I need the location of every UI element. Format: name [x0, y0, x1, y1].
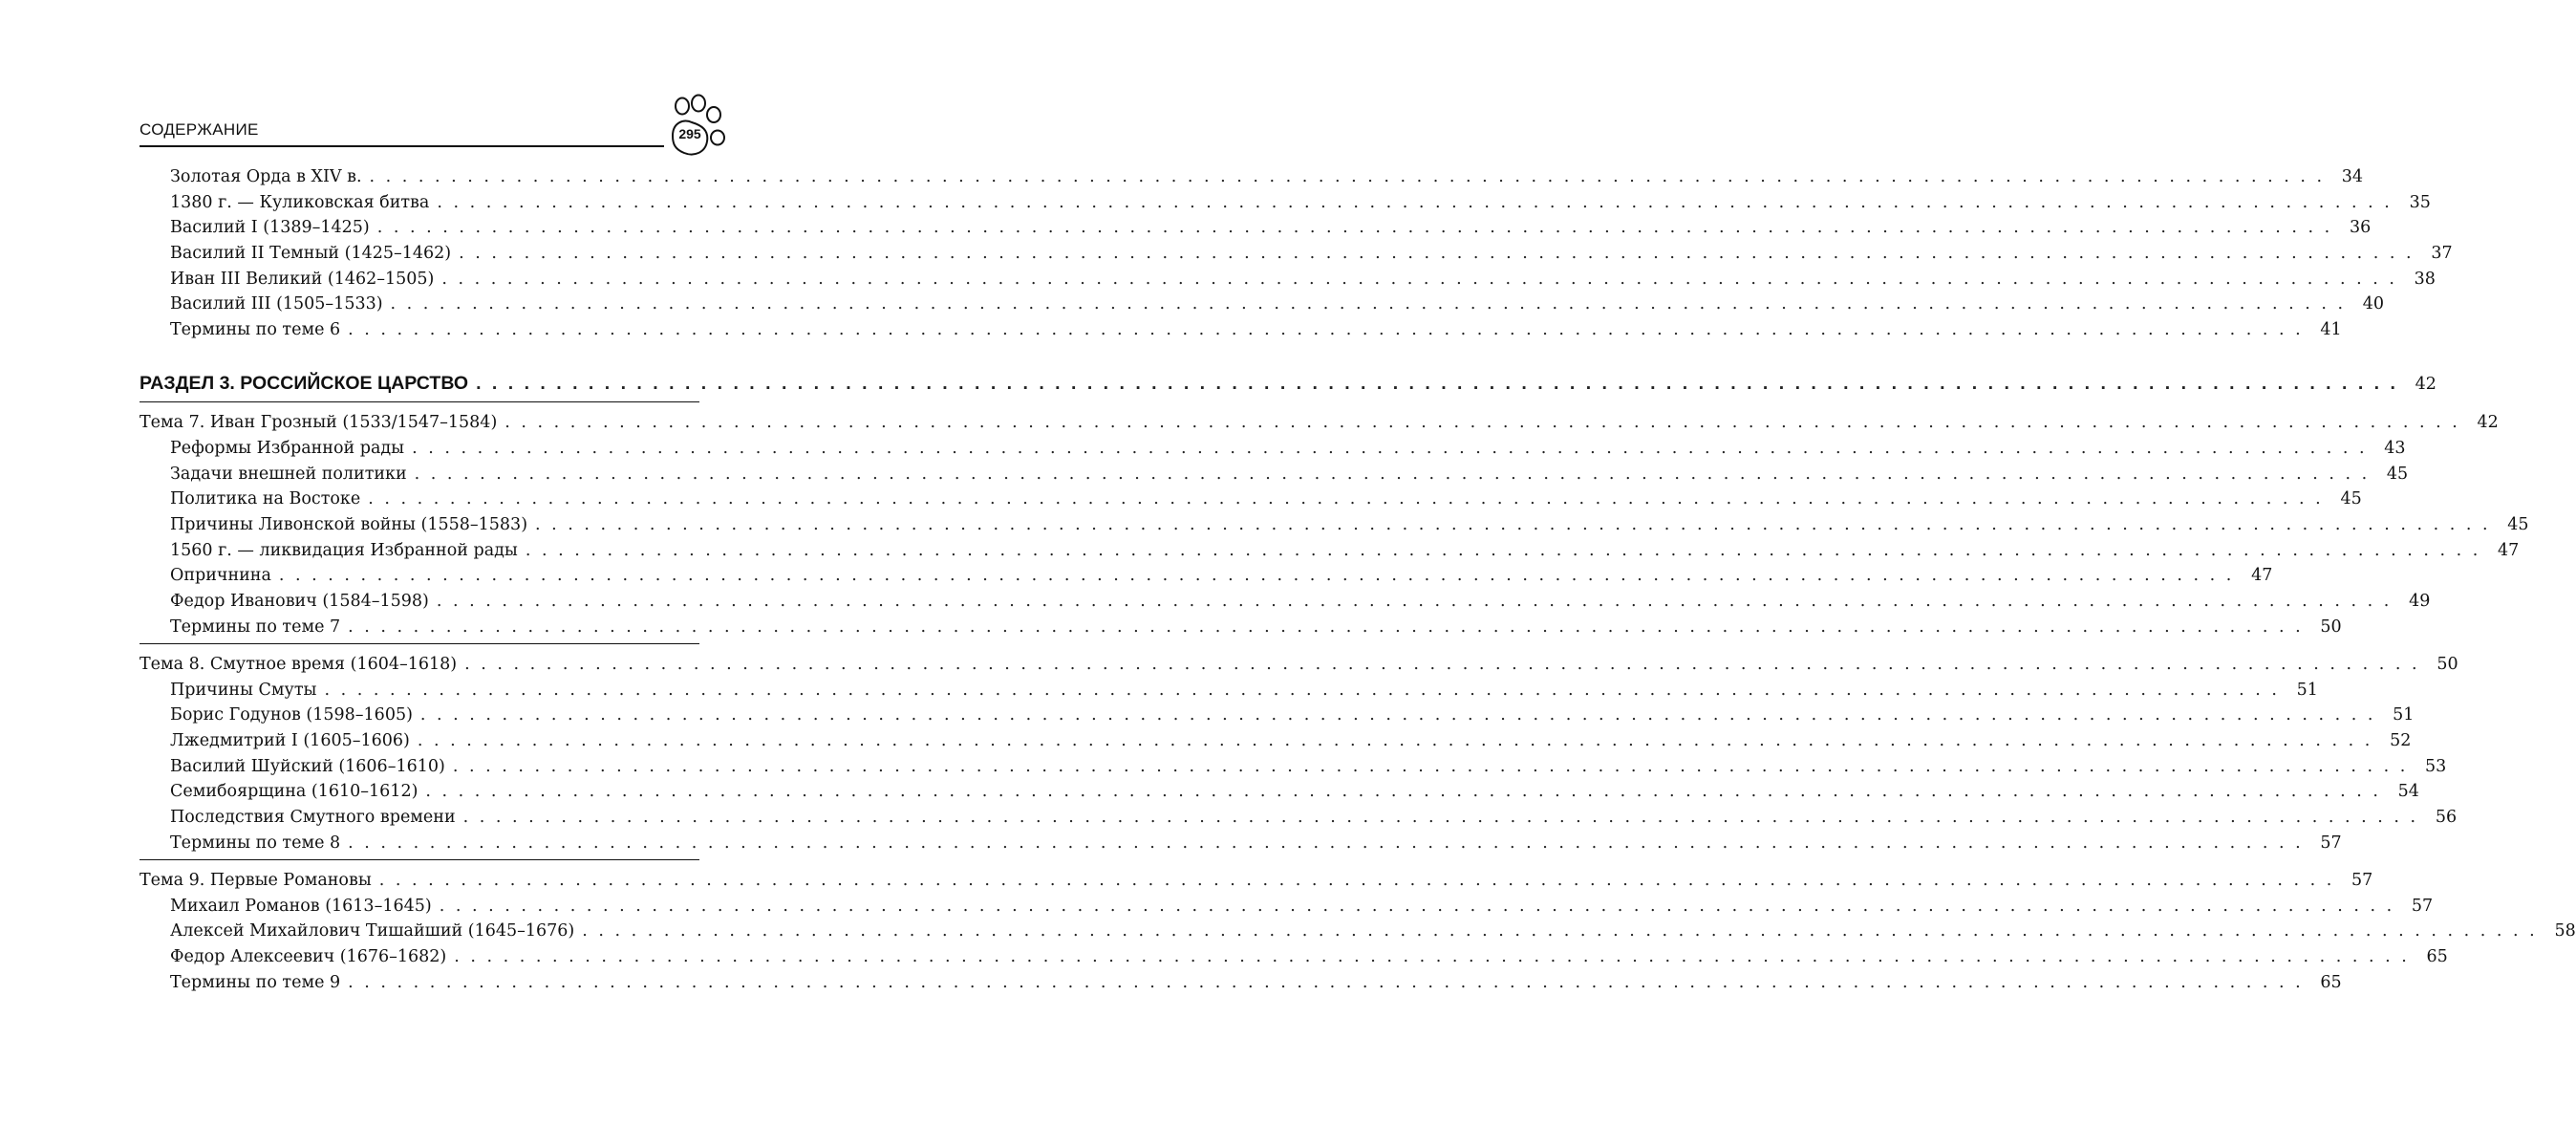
toc-entry[interactable] [140, 436, 2406, 462]
entry-title: Лжедмитрий I (1605–1606) [170, 731, 410, 751]
entry-page-number: 45 [2340, 489, 2362, 509]
toc-entry[interactable] [140, 190, 2431, 216]
dot-leader: . . . . . . . . . . . . . . . . . . . . . . . . . . . . . . . . . . . . . . . . . . . . . . . . . . . . . . . . . . . . . . . . . . . . . . . . . . . . . . . . . . . . . . . . . . . . . . . . . . . . . . . . . . . . . . . . . . . . . . . . [462, 808, 2419, 828]
entry-title: Тема 8. Смутное время (1604–1618) [140, 655, 458, 674]
dot-leader: . . . . . . . . . . . . . . . . . . . . . . . . . . . . . . . . . . . . . . . . . . . . . . . . . . . . . . . . . . . . . . . . . . . . . . . . . . . . . . . . . . . . . . . . . . . . . . . . . . . . . . . . . . . . . . . . . . . . . . . . [348, 972, 2304, 992]
topic-heading[interactable] [140, 652, 2458, 678]
entry-title: Василий Шуйский (1606–1610) [170, 756, 445, 776]
entry-page-number: 58 [2554, 921, 2576, 941]
toc-section [140, 368, 2436, 399]
entry-page-number: 34 [2341, 167, 2364, 186]
toc-entry[interactable] [140, 215, 2372, 241]
toc-entry[interactable] [140, 728, 2412, 754]
entry-page-number: 51 [2296, 680, 2318, 700]
topic-divider [140, 859, 699, 861]
entry-page-number: 38 [2414, 269, 2436, 289]
entry-title: Федор Алексеевич (1676–1682) [170, 947, 447, 967]
toc-topic [140, 868, 2576, 995]
toc-entry[interactable] [140, 512, 2529, 538]
toc-entry[interactable] [140, 487, 2362, 512]
toc-entry[interactable] [140, 754, 2447, 780]
entry-title: Алексей Михайлович Тишайший (1645–1676) [170, 921, 575, 941]
dot-leader: . . . . . . . . . . . . . . . . . . . . . . . . . . . . . . . . . . . . . . . . . . . . . . . . . . . . . . . . . . . . . . . . . . . . . . . . . . . . . . . . . . . . . . . . . . . . . . . . . . . . . . . . . . . . . . . . . . . . . . . . [368, 489, 2324, 509]
entry-title: Семибоярщина (1610–1612) [170, 782, 419, 802]
dot-leader: . . . . . . . . . . . . . . . . . . . . . . . . . . . . . . . . . . . . . . . . . . . . . . . . . . . . . . . . . . . . . . . . . . . . . . . . . . . . . . . . . . . . . . . . . . . . . . . . . . . . . . . . . . . . . . . . . . . . . . . . [278, 566, 2235, 586]
entry-page-number: 65 [2320, 972, 2342, 992]
dot-leader: . . . . . . . . . . . . . . . . . . . . . . . . . . . . . . . . . . . . . . . . . . . . . . . . . . . . . . . . . . . . . . . . . . . . . . . . . . . . . . . . . . . . . . . . . . . . . . . . . . . . . . . . . . . . . . . . . . . . . . . . [348, 833, 2304, 853]
entry-title: Василий I (1389–1425) [170, 218, 370, 238]
entry-page-number: 36 [2349, 218, 2372, 238]
entry-page-number: 45 [2386, 464, 2409, 484]
entry-title: Причины Смуты [170, 680, 317, 700]
entry-page-number: 42 [2477, 413, 2499, 433]
dot-leader: . . . . . . . . . . . . . . . . . . . . . . . . . . . . . . . . . . . . . . . . . . . . . . . . . . . . . . . . . . . . . . . . . . . . . . . . . . . . . . . . . . . . . . . . . . . . . . . . . . . . . . . . . . . . . . . . . . . . . . . . [464, 655, 2420, 674]
dot-leader: . . . . . . . . . . . . . . . . . . . . . . . . . . . . . . . . . . . . . . . . . . . . . . . . . . . . . . . . . . . . . . . . . . . . . . . . . . . . . . . . . . . . . . . . . . . . . . . . . . . . . . . . . . . . . . . . . . . . . . . . [476, 372, 2398, 394]
toc-group [140, 164, 2453, 343]
entry-page-number: 50 [2320, 617, 2342, 637]
entry-title: 1560 г. — ликвидация Избранной рады [170, 540, 518, 560]
page-header-title: СОДЕРЖАНИЕ [140, 120, 259, 139]
entry-title: РАЗДЕЛ 3. РОССИЙСКОЕ ЦАРСТВО [140, 372, 469, 394]
toc-entry[interactable] [140, 779, 2419, 805]
entry-title: Михаил Романов (1613–1645) [170, 896, 432, 916]
entry-page-number: 52 [2390, 731, 2412, 751]
entry-page-number: 40 [2362, 294, 2385, 314]
dot-leader: . . . . . . . . . . . . . . . . . . . . . . . . . . . . . . . . . . . . . . . . . . . . . . . . . . . . . . . . . . . . . . . . . . . . . . . . . . . . . . . . . . . . . . . . . . . . . . . . . . . . . . . . . . . . . . . . . . . . . . . . [376, 218, 2333, 238]
entry-page-number: 41 [2320, 320, 2342, 340]
entry-title: Последствия Смутного времени [170, 808, 456, 828]
toc-entry[interactable] [140, 678, 2318, 703]
section-divider [140, 401, 699, 403]
dot-leader: . . . . . . . . . . . . . . . . . . . . . . . . . . . . . . . . . . . . . . . . . . . . . . . . . . . . . . . . . . . . . . . . . . . . . . . . . . . . . . . . . . . . . . . . . . . . . . . . . . . . . . . . . . . . . . . . . . . . . . . . [452, 756, 2409, 776]
entry-page-number: 57 [2411, 896, 2434, 916]
entry-title: Политика на Востоке [170, 489, 361, 509]
dot-leader: . . . . . . . . . . . . . . . . . . . . . . . . . . . . . . . . . . . . . . . . . . . . . . . . . . . . . . . . . . . . . . . . . . . . . . . . . . . . . . . . . . . . . . . . . . . . . . . . . . . . . . . . . . . . . . . . . . . . . . . . [348, 617, 2304, 637]
dot-leader: . . . . . . . . . . . . . . . . . . . . . . . . . . . . . . . . . . . . . . . . . . . . . . . . . . . . . . . . . . . . . . . . . . . . . . . . . . . . . . . . . . . . . . . . . . . . . . . . . . . . . . . . . . . . . . . . . . . . . . . . [525, 540, 2481, 560]
toc-entry[interactable] [140, 831, 2342, 856]
entry-title: Термины по теме 6 [170, 320, 341, 340]
toc-entry[interactable] [140, 805, 2458, 831]
entry-page-number: 37 [2431, 244, 2453, 264]
dot-leader: . . . . . . . . . . . . . . . . . . . . . . . . . . . . . . . . . . . . . . . . . . . . . . . . . . . . . . . . . . . . . . . . . . . . . . . . . . . . . . . . . . . . . . . . . . . . . . . . . . . . . . . . . . . . . . . . . . . . . . . . [504, 413, 2460, 433]
dot-leader: . . . . . . . . . . . . . . . . . . . . . . . . . . . . . . . . . . . . . . . . . . . . . . . . . . . . . . . . . . . . . . . . . . . . . . . . . . . . . . . . . . . . . . . . . . . . . . . . . . . . . . . . . . . . . . . . . . . . . . . . [412, 439, 2368, 458]
topic-heading[interactable] [140, 868, 2373, 894]
toc-entry[interactable] [140, 538, 2520, 564]
dot-leader: . . . . . . . . . . . . . . . . . . . . . . . . . . . . . . . . . . . . . . . . . . . . . . . . . . . . . . . . . . . . . . . . . . . . . . . . . . . . . . . . . . . . . . . . . . . . . . . . . . . . . . . . . . . . . . . . . . . . . . . . [390, 294, 2347, 314]
toc-entry[interactable] [140, 292, 2385, 317]
entry-page-number: 35 [2409, 192, 2431, 212]
entry-page-number: 47 [2498, 540, 2520, 560]
entry-title: Федор Иванович (1584–1598) [170, 592, 429, 612]
entry-title: Термины по теме 8 [170, 833, 341, 853]
entry-title: Иван III Великий (1462–1505) [170, 269, 435, 289]
dot-leader: . . . . . . . . . . . . . . . . . . . . . . . . . . . . . . . . . . . . . . . . . . . . . . . . . . . . . . . . . . . . . . . . . . . . . . . . . . . . . . . . . . . . . . . . . . . . . . . . . . . . . . . . . . . . . . . . . . . . . . . . [535, 515, 2491, 535]
entry-title: Причины Ливонской войны (1558–1583) [170, 515, 528, 535]
header-rule [140, 145, 664, 147]
dot-leader: . . . . . . . . . . . . . . . . . . . . . . . . . . . . . . . . . . . . . . . . . . . . . . . . . . . . . . . . . . . . . . . . . . . . . . . . . . . . . . . . . . . . . . . . . . . . . . . . . . . . . . . . . . . . . . . . . . . . . . . . [419, 705, 2376, 725]
entry-title: Задачи внешней политики [170, 464, 407, 484]
toc-entry[interactable] [140, 919, 2576, 944]
entry-title: Термины по теме 7 [170, 617, 341, 637]
entry-title: Борис Годунов (1598–1605) [170, 705, 413, 725]
toc-entry[interactable] [140, 164, 2364, 190]
topic-heading[interactable] [140, 410, 2499, 436]
dot-leader: . . . . . . . . . . . . . . . . . . . . . . . . . . . . . . . . . . . . . . . . . . . . . . . . . . . . . . . . . . . . . . . . . . . . . . . . . . . . . . . . . . . . . . . . . . . . . . . . . . . . . . . . . . . . . . . . . . . . . . . . [582, 921, 2538, 941]
entry-page-number: 56 [2435, 808, 2458, 828]
entry-page-number: 57 [2320, 833, 2342, 853]
toc-entry[interactable] [140, 894, 2434, 920]
table-of-contents [140, 164, 2576, 995]
topic-divider [140, 643, 699, 645]
toc-entry[interactable] [140, 944, 2448, 970]
entry-title: Термины по теме 9 [170, 972, 341, 992]
entry-page-number: 54 [2397, 782, 2419, 802]
dot-leader: . . . . . . . . . . . . . . . . . . . . . . . . . . . . . . . . . . . . . . . . . . . . . . . . . . . . . . . . . . . . . . . . . . . . . . . . . . . . . . . . . . . . . . . . . . . . . . . . . . . . . . . . . . . . . . . . . . . . . . . . [348, 320, 2304, 340]
entry-title: Василий III (1505–1533) [170, 294, 383, 314]
dot-leader: . . . . . . . . . . . . . . . . . . . . . . . . . . . . . . . . . . . . . . . . . . . . . . . . . . . . . . . . . . . . . . . . . . . . . . . . . . . . . . . . . . . . . . . . . . . . . . . . . . . . . . . . . . . . . . . . . . . . . . . . [436, 592, 2393, 612]
dot-leader: . . . . . . . . . . . . . . . . . . . . . . . . . . . . . . . . . . . . . . . . . . . . . . . . . . . . . . . . . . . . . . . . . . . . . . . . . . . . . . . . . . . . . . . . . . . . . . . . . . . . . . . . . . . . . . . . . . . . . . . . [414, 464, 2371, 484]
entry-title: 1380 г. — Куликовская битва [170, 192, 430, 212]
dot-leader: . . . . . . . . . . . . . . . . . . . . . . . . . . . . . . . . . . . . . . . . . . . . . . . . . . . . . . . . . . . . . . . . . . . . . . . . . . . . . . . . . . . . . . . . . . . . . . . . . . . . . . . . . . . . . . . . . . . . . . . . [417, 731, 2373, 751]
entry-page-number: 43 [2384, 439, 2406, 458]
entry-title: Опричнина [170, 566, 271, 586]
entry-page-number: 49 [2409, 592, 2431, 612]
dot-leader: . . . . . . . . . . . . . . . . . . . . . . . . . . . . . . . . . . . . . . . . . . . . . . . . . . . . . . . . . . . . . . . . . . . . . . . . . . . . . . . . . . . . . . . . . . . . . . . . . . . . . . . . . . . . . . . . . . . . . . . . [441, 269, 2397, 289]
dot-leader: . . . . . . . . . . . . . . . . . . . . . . . . . . . . . . . . . . . . . . . . . . . . . . . . . . . . . . . . . . . . . . . . . . . . . . . . . . . . . . . . . . . . . . . . . . . . . . . . . . . . . . . . . . . . . . . . . . . . . . . . [324, 680, 2280, 700]
toc-entry[interactable] [140, 317, 2342, 343]
entry-page-number: 50 [2436, 655, 2458, 674]
toc-entry[interactable] [140, 241, 2453, 267]
toc-entry[interactable] [140, 703, 2415, 728]
toc-entry[interactable] [140, 589, 2431, 615]
entry-title: Василий II Темный (1425–1462) [170, 244, 452, 264]
entry-page-number: 51 [2393, 705, 2415, 725]
section-heading[interactable] [140, 368, 2436, 399]
entry-title: Тема 7. Иван Грозный (1533/1547–1584) [140, 413, 498, 433]
dot-leader: . . . . . . . . . . . . . . . . . . . . . . . . . . . . . . . . . . . . . . . . . . . . . . . . . . . . . . . . . . . . . . . . . . . . . . . . . . . . . . . . . . . . . . . . . . . . . . . . . . . . . . . . . . . . . . . . . . . . . . . . [369, 167, 2326, 186]
toc-topic [140, 410, 2529, 639]
dot-leader: . . . . . . . . . . . . . . . . . . . . . . . . . . . . . . . . . . . . . . . . . . . . . . . . . . . . . . . . . . . . . . . . . . . . . . . . . . . . . . . . . . . . . . . . . . . . . . . . . . . . . . . . . . . . . . . . . . . . . . . . [454, 947, 2410, 967]
page-number: 295 [678, 126, 701, 141]
entry-page-number: 57 [2351, 871, 2373, 890]
toc-entry[interactable] [140, 970, 2342, 996]
toc-entry[interactable] [140, 563, 2273, 589]
dot-leader: . . . . . . . . . . . . . . . . . . . . . . . . . . . . . . . . . . . . . . . . . . . . . . . . . . . . . . . . . . . . . . . . . . . . . . . . . . . . . . . . . . . . . . . . . . . . . . . . . . . . . . . . . . . . . . . . . . . . . . . . [425, 782, 2381, 802]
toc-entry[interactable] [140, 615, 2342, 640]
entry-page-number: 42 [2415, 374, 2436, 394]
toc-entry[interactable] [140, 267, 2436, 292]
dot-leader: . . . . . . . . . . . . . . . . . . . . . . . . . . . . . . . . . . . . . . . . . . . . . . . . . . . . . . . . . . . . . . . . . . . . . . . . . . . . . . . . . . . . . . . . . . . . . . . . . . . . . . . . . . . . . . . . . . . . . . . . [378, 871, 2335, 890]
toc-topic [140, 652, 2458, 856]
dot-leader: . . . . . . . . . . . . . . . . . . . . . . . . . . . . . . . . . . . . . . . . . . . . . . . . . . . . . . . . . . . . . . . . . . . . . . . . . . . . . . . . . . . . . . . . . . . . . . . . . . . . . . . . . . . . . . . . . . . . . . . . [459, 244, 2415, 264]
entry-page-number: 45 [2507, 515, 2529, 535]
toc-entry[interactable] [140, 462, 2409, 487]
entry-title: Золотая Орда в XIV в. [170, 167, 362, 186]
entry-page-number: 47 [2251, 566, 2273, 586]
entry-title: Реформы Избранной рады [170, 439, 405, 458]
entry-page-number: 53 [2425, 756, 2447, 776]
dot-leader: . . . . . . . . . . . . . . . . . . . . . . . . . . . . . . . . . . . . . . . . . . . . . . . . . . . . . . . . . . . . . . . . . . . . . . . . . . . . . . . . . . . . . . . . . . . . . . . . . . . . . . . . . . . . . . . . . . . . . . . . [439, 896, 2395, 916]
entry-page-number: 65 [2426, 947, 2448, 967]
entry-title: Тема 9. Первые Романовы [140, 871, 372, 890]
dot-leader: . . . . . . . . . . . . . . . . . . . . . . . . . . . . . . . . . . . . . . . . . . . . . . . . . . . . . . . . . . . . . . . . . . . . . . . . . . . . . . . . . . . . . . . . . . . . . . . . . . . . . . . . . . . . . . . . . . . . . . . . [437, 192, 2393, 212]
